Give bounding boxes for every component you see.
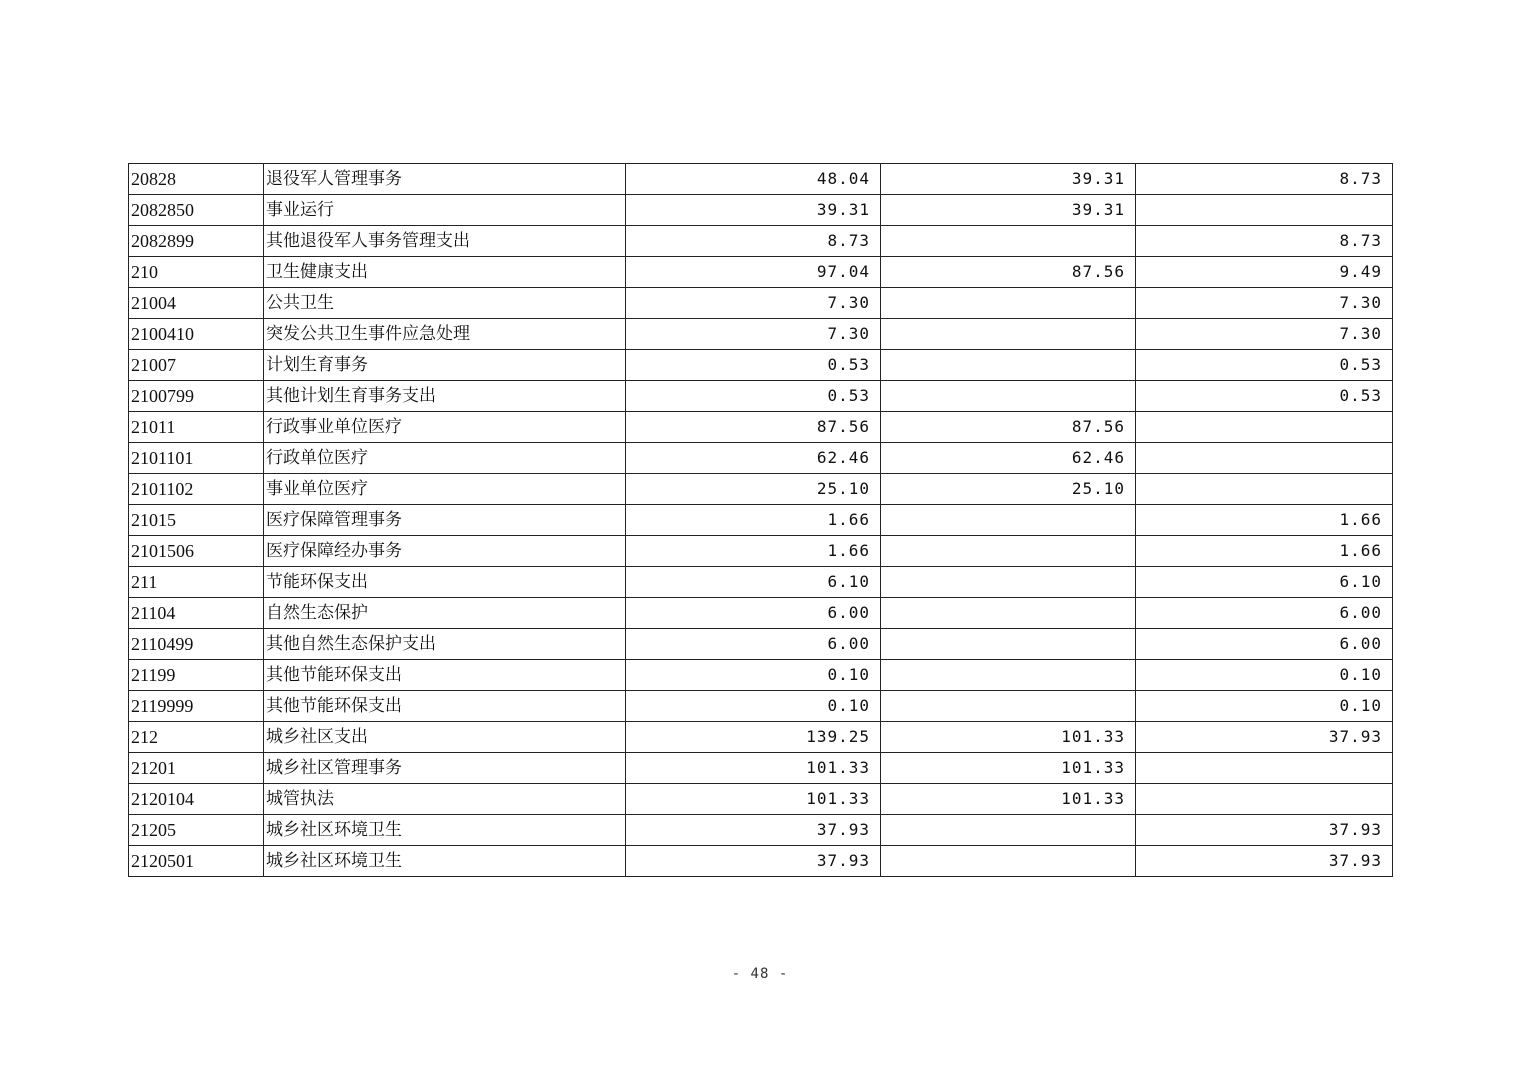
cell-code: 21011 — [129, 412, 264, 443]
cell-total: 0.53 — [626, 381, 881, 412]
cell-project: 0.10 — [1136, 691, 1393, 722]
cell-code: 2101506 — [129, 536, 264, 567]
cell-project — [1136, 474, 1393, 505]
table-row — [129, 722, 1393, 753]
cell-code: 21199 — [129, 660, 264, 691]
table-row — [129, 846, 1393, 877]
cell-project — [1136, 195, 1393, 226]
cell-project: 0.10 — [1136, 660, 1393, 691]
cell-basic — [881, 319, 1136, 350]
cell-name: 公共卫生 — [264, 288, 626, 319]
table-row — [129, 443, 1393, 474]
page-number: - 48 - — [731, 966, 789, 982]
cell-project: 1.66 — [1136, 505, 1393, 536]
table-row — [129, 660, 1393, 691]
cell-project: 7.30 — [1136, 288, 1393, 319]
cell-name: 城乡社区环境卫生 — [264, 846, 626, 877]
cell-basic — [881, 691, 1136, 722]
cell-basic — [881, 660, 1136, 691]
cell-total: 0.10 — [626, 660, 881, 691]
cell-project: 7.30 — [1136, 319, 1393, 350]
cell-code: 211 — [129, 567, 264, 598]
cell-project: 0.53 — [1136, 381, 1393, 412]
cell-total: 62.46 — [626, 443, 881, 474]
cell-name: 其他退役军人事务管理支出 — [264, 226, 626, 257]
cell-code: 2119999 — [129, 691, 264, 722]
cell-project: 6.00 — [1136, 629, 1393, 660]
cell-basic: 62.46 — [881, 443, 1136, 474]
cell-total: 37.93 — [626, 815, 881, 846]
cell-basic: 87.56 — [881, 257, 1136, 288]
cell-project: 6.10 — [1136, 567, 1393, 598]
table-row — [129, 195, 1393, 226]
cell-project: 37.93 — [1136, 815, 1393, 846]
cell-basic — [881, 226, 1136, 257]
table-row — [129, 474, 1393, 505]
cell-code: 2101102 — [129, 474, 264, 505]
table-row — [129, 164, 1393, 195]
cell-project: 9.49 — [1136, 257, 1393, 288]
cell-name: 城乡社区管理事务 — [264, 753, 626, 784]
table-row — [129, 691, 1393, 722]
cell-name: 城乡社区环境卫生 — [264, 815, 626, 846]
cell-code: 212 — [129, 722, 264, 753]
table-row — [129, 288, 1393, 319]
table-row — [129, 753, 1393, 784]
cell-code: 2082850 — [129, 195, 264, 226]
cell-name: 计划生育事务 — [264, 350, 626, 381]
cell-basic — [881, 350, 1136, 381]
table-row — [129, 319, 1393, 350]
cell-code: 21007 — [129, 350, 264, 381]
cell-total: 0.53 — [626, 350, 881, 381]
table-row — [129, 815, 1393, 846]
cell-code: 2082899 — [129, 226, 264, 257]
cell-total: 6.10 — [626, 567, 881, 598]
cell-basic — [881, 381, 1136, 412]
cell-name: 行政事业单位医疗 — [264, 412, 626, 443]
table-body — [129, 164, 1393, 877]
cell-total: 7.30 — [626, 288, 881, 319]
cell-code: 21205 — [129, 815, 264, 846]
cell-name: 自然生态保护 — [264, 598, 626, 629]
cell-total: 1.66 — [626, 536, 881, 567]
cell-basic — [881, 815, 1136, 846]
cell-total: 97.04 — [626, 257, 881, 288]
cell-project — [1136, 784, 1393, 815]
cell-code: 2120501 — [129, 846, 264, 877]
cell-code: 21104 — [129, 598, 264, 629]
cell-code: 21015 — [129, 505, 264, 536]
table-row — [129, 567, 1393, 598]
cell-project — [1136, 412, 1393, 443]
cell-code: 20828 — [129, 164, 264, 195]
cell-project: 0.53 — [1136, 350, 1393, 381]
cell-total: 37.93 — [626, 846, 881, 877]
cell-name: 节能环保支出 — [264, 567, 626, 598]
cell-project: 6.00 — [1136, 598, 1393, 629]
cell-name: 医疗保障管理事务 — [264, 505, 626, 536]
cell-basic — [881, 567, 1136, 598]
cell-total: 39.31 — [626, 195, 881, 226]
table-row — [129, 257, 1393, 288]
cell-basic — [881, 629, 1136, 660]
table-row — [129, 629, 1393, 660]
cell-total: 87.56 — [626, 412, 881, 443]
cell-total: 25.10 — [626, 474, 881, 505]
cell-project: 37.93 — [1136, 846, 1393, 877]
cell-code: 210 — [129, 257, 264, 288]
cell-code: 2101101 — [129, 443, 264, 474]
cell-project: 1.66 — [1136, 536, 1393, 567]
cell-code: 2100410 — [129, 319, 264, 350]
cell-basic: 25.10 — [881, 474, 1136, 505]
table-row — [129, 536, 1393, 567]
cell-basic: 39.31 — [881, 195, 1136, 226]
cell-project: 37.93 — [1136, 722, 1393, 753]
cell-total: 7.30 — [626, 319, 881, 350]
table-row — [129, 381, 1393, 412]
table-row — [129, 505, 1393, 536]
cell-basic — [881, 505, 1136, 536]
cell-name: 其他自然生态保护支出 — [264, 629, 626, 660]
cell-basic: 39.31 — [881, 164, 1136, 195]
cell-code: 2120104 — [129, 784, 264, 815]
cell-total: 6.00 — [626, 629, 881, 660]
table-row — [129, 784, 1393, 815]
cell-code: 2100799 — [129, 381, 264, 412]
cell-total: 101.33 — [626, 784, 881, 815]
cell-project — [1136, 443, 1393, 474]
cell-basic: 101.33 — [881, 753, 1136, 784]
cell-total: 8.73 — [626, 226, 881, 257]
cell-name: 医疗保障经办事务 — [264, 536, 626, 567]
cell-total: 1.66 — [626, 505, 881, 536]
cell-code: 21201 — [129, 753, 264, 784]
budget-expenditure-table — [128, 163, 1393, 877]
cell-name: 事业单位医疗 — [264, 474, 626, 505]
cell-name: 城管执法 — [264, 784, 626, 815]
cell-project — [1136, 753, 1393, 784]
cell-basic — [881, 846, 1136, 877]
cell-project: 8.73 — [1136, 226, 1393, 257]
cell-code: 2110499 — [129, 629, 264, 660]
cell-basic: 101.33 — [881, 722, 1136, 753]
cell-name: 突发公共卫生事件应急处理 — [264, 319, 626, 350]
cell-name: 退役军人管理事务 — [264, 164, 626, 195]
cell-total: 139.25 — [626, 722, 881, 753]
cell-name: 其他节能环保支出 — [264, 691, 626, 722]
cell-name: 其他计划生育事务支出 — [264, 381, 626, 412]
cell-basic — [881, 288, 1136, 319]
cell-name: 其他节能环保支出 — [264, 660, 626, 691]
cell-name: 卫生健康支出 — [264, 257, 626, 288]
table-row — [129, 350, 1393, 381]
cell-total: 0.10 — [626, 691, 881, 722]
cell-total: 48.04 — [626, 164, 881, 195]
cell-name: 城乡社区支出 — [264, 722, 626, 753]
cell-name: 行政单位医疗 — [264, 443, 626, 474]
table-row — [129, 412, 1393, 443]
cell-name: 事业运行 — [264, 195, 626, 226]
cell-code: 21004 — [129, 288, 264, 319]
cell-basic: 101.33 — [881, 784, 1136, 815]
table-row — [129, 598, 1393, 629]
cell-total: 6.00 — [626, 598, 881, 629]
table-row — [129, 226, 1393, 257]
cell-basic — [881, 536, 1136, 567]
cell-project: 8.73 — [1136, 164, 1393, 195]
cell-total: 101.33 — [626, 753, 881, 784]
cell-basic — [881, 598, 1136, 629]
cell-basic: 87.56 — [881, 412, 1136, 443]
